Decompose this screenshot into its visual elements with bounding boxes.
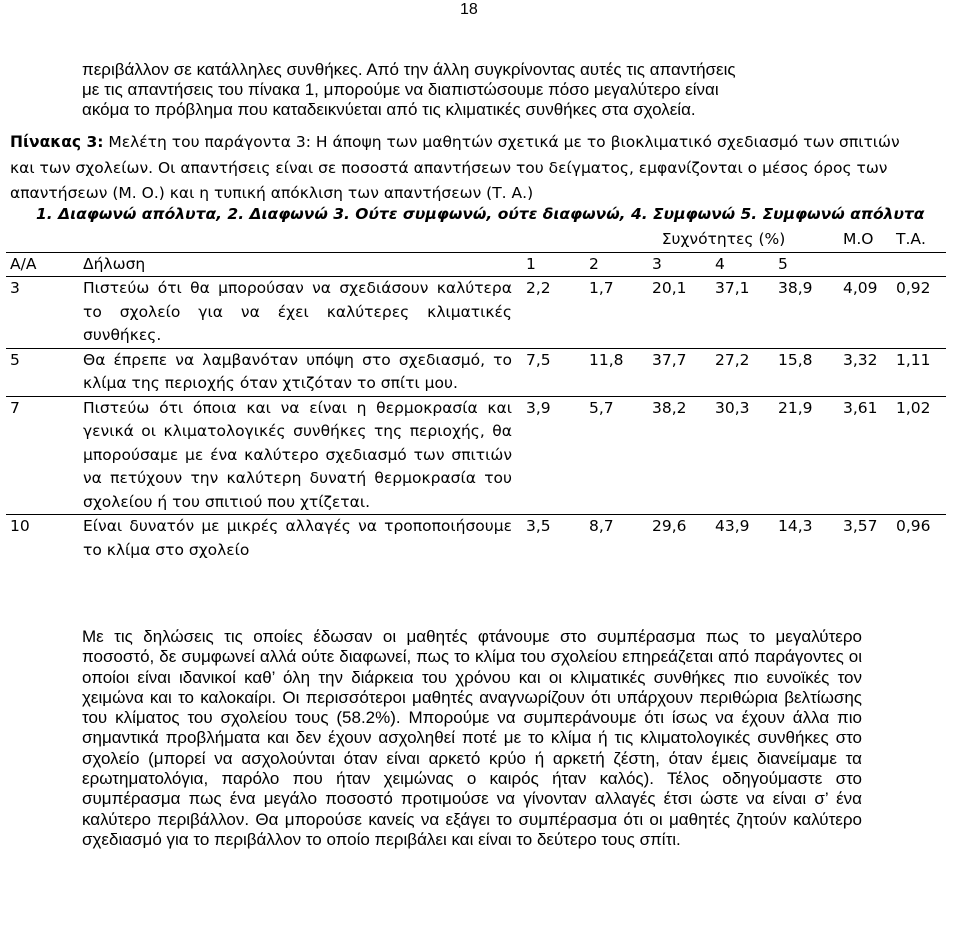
row-sd: 1,02 [892, 396, 946, 515]
row-statement: Πιστεύω ότι θα μπορούσαν να σχεδιάσουν καλύτερα το σχολείο για να έχει καλύτερες κλιματικές συνθήκες. [79, 277, 522, 349]
intro-line: περιβάλλον σε κατάλληλες συνθήκες. Από την άλλη συγκρίνοντας αυτές τις απαντήσεις [82, 60, 736, 79]
intro-line: με τις απαντήσεις του πίνακα 1, μπορούμε να διαπιστώσουμε πόσο μεγαλύτερο είναι [82, 80, 719, 99]
caption-label: Πίνακας 3: [10, 133, 104, 151]
intro-line: ακόμα το πρόβλημα που καταδεικνύεται από τις κλιματικές συνθήκες στα σχολεία. [82, 100, 696, 119]
conclusion-paragraph [82, 627, 862, 850]
row-aa: 10 [6, 515, 79, 563]
row-mean: 4,09 [839, 277, 892, 349]
row-freq-3: 20,1 [648, 277, 711, 349]
row-sd: 1,11 [892, 348, 946, 396]
row-freq-2: 5,7 [585, 396, 648, 515]
table-scale-row [6, 252, 946, 277]
table-header-row [6, 228, 946, 252]
scale-2: 2 [585, 252, 648, 277]
scale-4: 4 [711, 252, 774, 277]
frequencies-header: Συχνότητες (%) [661, 230, 786, 248]
row-freq-5: 21,9 [774, 396, 839, 515]
caption-line: και των σχολείων. Οι απαντήσεις είναι σε ποσοστά απαντήσεων του δείγματος, εμφανίζονται ο μέσος όρος των [10, 158, 888, 177]
scale-3: 3 [648, 252, 711, 277]
row-aa: 5 [6, 348, 79, 396]
row-sd: 0,96 [892, 515, 946, 563]
table-row [6, 277, 946, 349]
row-freq-2: 11,8 [585, 348, 648, 396]
caption-line: απαντήσεων (Μ. Ο.) και η τυπική απόκλιση των απαντήσεων (Τ. Α.) [10, 184, 534, 202]
row-freq-4: 30,3 [711, 396, 774, 515]
row-freq-2: 1,7 [585, 277, 648, 349]
row-freq-4: 37,1 [711, 277, 774, 349]
table-row [6, 396, 946, 515]
intro-paragraph [82, 60, 862, 120]
sd-header: Τ.Α. [896, 230, 926, 248]
table-row [6, 348, 946, 396]
row-freq-5: 38,9 [774, 277, 839, 349]
row-freq-3: 38,2 [648, 396, 711, 515]
scale-legend: 1. Διαφωνώ απόλυτα, 2. Διαφωνώ 3. Ούτε συμφωνώ, ούτε διαφωνώ, 4. Συμφωνώ 5. Συμφωνώ απόλυτα [36, 205, 925, 223]
row-statement: Είναι δυνατόν με μικρές αλλαγές να τροποποιήσουμε το κλίμα στο σχολείο [79, 515, 522, 563]
row-freq-1: 2,2 [522, 277, 585, 349]
row-freq-1: 3,5 [522, 515, 585, 563]
row-freq-3: 29,6 [648, 515, 711, 563]
row-freq-2: 8,7 [585, 515, 648, 563]
table-row [6, 515, 946, 563]
row-mean: 3,61 [839, 396, 892, 515]
aa-header: Α/Α [6, 252, 79, 277]
row-freq-3: 37,7 [648, 348, 711, 396]
row-mean: 3,57 [839, 515, 892, 563]
mean-header: Μ.Ο [843, 230, 874, 248]
caption-title: Μελέτη του παράγοντα 3: Η άποψη των μαθητών σχετικά με το βιοκλιματικό σχεδιασμό των σπιτιών [103, 133, 900, 151]
row-freq-4: 43,9 [711, 515, 774, 563]
scale-5: 5 [774, 252, 839, 277]
row-freq-5: 14,3 [774, 515, 839, 563]
table-caption [10, 130, 945, 207]
row-statement: Πιστεύω ότι όποια και να είναι η θερμοκρασία και γενικά οι κλιματολογικές συνθήκες της περιοχής, θα μπορούσαμε με ένα καλύτερο σχεδιασμό των σπιτιών να πετύχουν την καλύτερη δυνατή θερμοκρασία του σχολείου ή του σπιτιού που χτίζεται. [79, 396, 522, 515]
row-aa: 7 [6, 396, 79, 515]
row-freq-1: 3,9 [522, 396, 585, 515]
row-freq-4: 27,2 [711, 348, 774, 396]
row-freq-1: 7,5 [522, 348, 585, 396]
statement-header: Δήλωση [79, 252, 522, 277]
results-table [6, 228, 946, 562]
row-aa: 3 [6, 277, 79, 349]
row-sd: 0,92 [892, 277, 946, 349]
scale-1: 1 [522, 252, 585, 277]
row-statement: Θα έπρεπε να λαμβανόταν υπόψη στο σχεδιασμό, το κλίμα της περιοχής όταν χτιζόταν το σπίτι μου. [79, 348, 522, 396]
conclusion-text: Με τις δηλώσεις τις οποίες έδωσαν οι μαθητές φτάνουμε στο συμπέρασμα πως το μεγαλύτερο ποσοστό, δε συμφωνεί αλλά ούτε διαφωνεί, πως το κλίμα του σχολείου επηρεάζεται από παράγοντες οι οποίοι είναι ιδανικοί καθ’ όλη την διάρκεια του χρόνου και οι κλιματικές συνθήκες πιο ευνοϊκές τον χειμώνα και το καλοκαίρι. Οι περισσότεροι μαθητές αναγνωρίζουν ότι υπάρχουν περιθώρια βελτίωσης του κλίματος του σχολείου τους (58.2%). Μπορούμε να συμπεράνουμε ότι ίσως να έχουν άλλα πιο σημαντικά προβλήματα και δεν έχουν ασχοληθεί ποτέ με το κλίμα ή τις κλιματολογικές συνθήκες στο σχολείο (μπορεί να ασχολούνται όταν είναι αρκετό κρύο ή αρκετή ζέστη, όταν έμεις διανείμαμε τα ερωτηματολόγια, παρόλο που ήταν χειμώνας ο καιρός ήταν καλός). Τέλος οδηγούμαστε στο συμπέρασμα πως ένα μεγάλο ποσοστό προτιμούσε να γίνονταν αλλαγές έτσι ώστε να είναι σ’ ένα καλύτερο περιβάλλον. Θα μπορούσε κανείς να εξάγει το συμπέρασμα ότι οι μαθητές ζητούν καλύτερο σχεδιασμό για το περιβάλλον το οποίο περιβάλει και είναι το δεύτερο τους σπίτι. [82, 627, 862, 849]
row-freq-5: 15,8 [774, 348, 839, 396]
page-number: 18 [460, 1, 478, 18]
row-mean: 3,32 [839, 348, 892, 396]
